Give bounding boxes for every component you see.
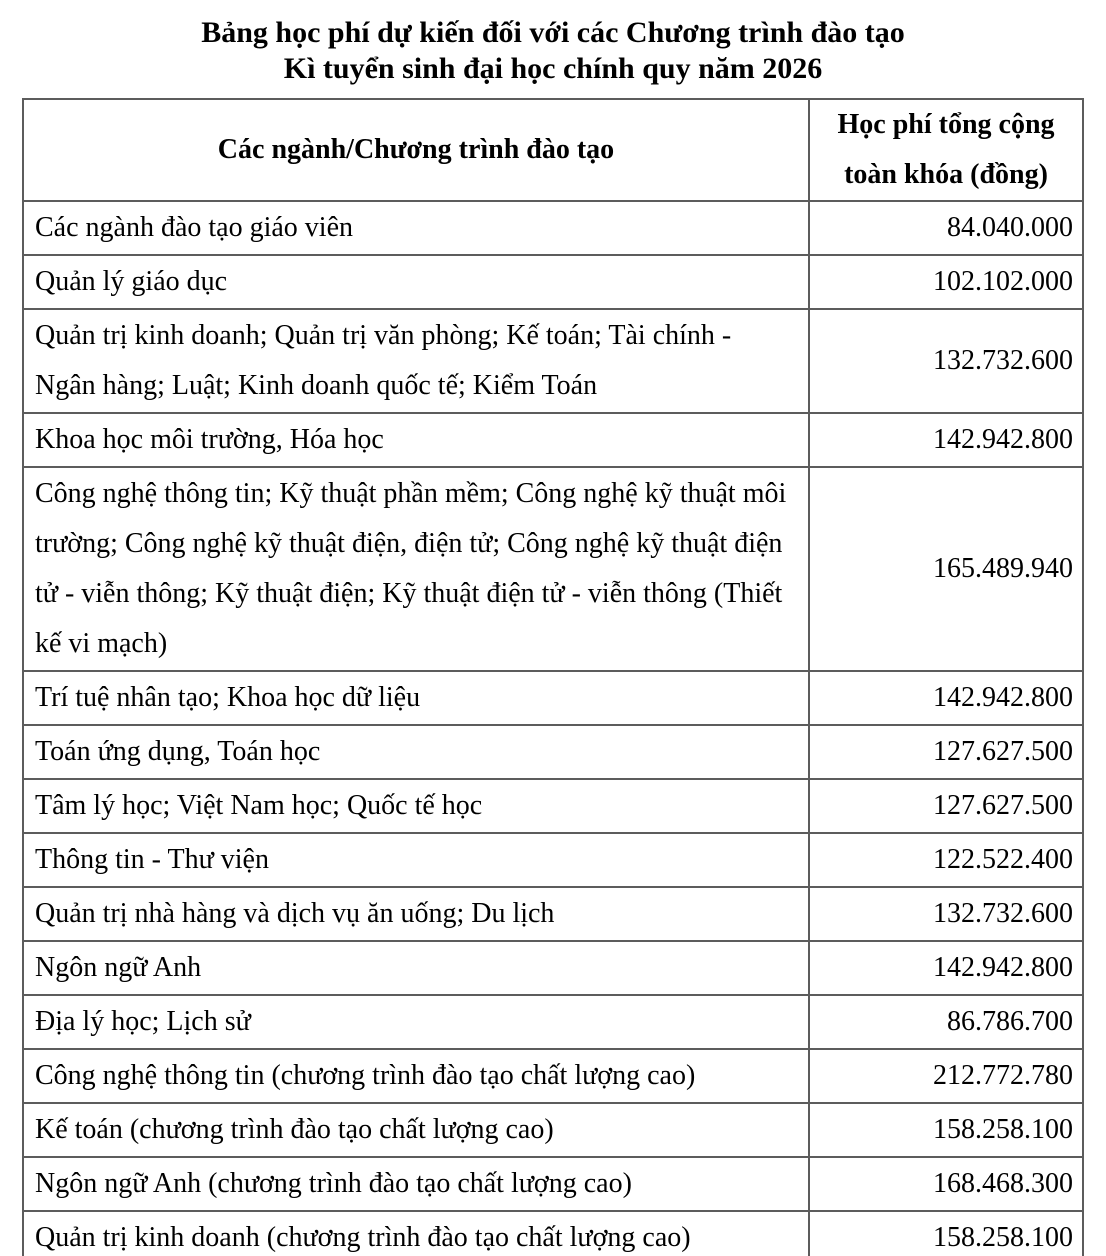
table-row <box>23 1157 1083 1211</box>
program-cell: Tâm lý học; Việt Nam học; Quốc tế học <box>23 779 809 833</box>
table-row <box>23 1103 1083 1157</box>
table-row <box>23 309 1083 413</box>
table-row <box>23 833 1083 887</box>
table-row <box>23 887 1083 941</box>
fee-cell: 158.258.100 <box>809 1103 1083 1157</box>
program-cell: Trí tuệ nhân tạo; Khoa học dữ liệu <box>23 671 809 725</box>
table-row <box>23 201 1083 255</box>
document-title-line-1: Bảng học phí dự kiến đối với các Chương trình đào tạo <box>201 16 905 49</box>
fee-cell: 127.627.500 <box>809 725 1083 779</box>
table-header-row <box>23 99 1083 201</box>
fee-cell: 127.627.500 <box>809 779 1083 833</box>
program-cell: Quản trị kinh doanh (chương trình đào tạo chất lượng cao) <box>23 1211 809 1256</box>
fee-cell: 212.772.780 <box>809 1049 1083 1103</box>
table-row <box>23 779 1083 833</box>
fee-cell: 86.786.700 <box>809 995 1083 1049</box>
program-cell: Quản trị nhà hàng và dịch vụ ăn uống; Du lịch <box>23 887 809 941</box>
program-cell: Công nghệ thông tin (chương trình đào tạo chất lượng cao) <box>23 1049 809 1103</box>
fee-cell: 102.102.000 <box>809 255 1083 309</box>
fee-cell: 142.942.800 <box>809 413 1083 467</box>
program-cell: Quản lý giáo dục <box>23 255 809 309</box>
program-cell: Địa lý học; Lịch sử <box>23 995 809 1049</box>
tuition-fee-table <box>22 98 1084 1256</box>
program-cell: Ngôn ngữ Anh (chương trình đào tạo chất lượng cao) <box>23 1157 809 1211</box>
fee-cell: 132.732.600 <box>809 887 1083 941</box>
fee-cell: 168.468.300 <box>809 1157 1083 1211</box>
fee-cell: 165.489.940 <box>809 467 1083 671</box>
program-cell: Ngôn ngữ Anh <box>23 941 809 995</box>
table-row <box>23 995 1083 1049</box>
document-title-line-2: Kì tuyển sinh đại học chính quy năm 2026 <box>283 52 823 85</box>
table-row <box>23 671 1083 725</box>
fee-cell: 158.258.100 <box>809 1211 1083 1256</box>
program-cell: Công nghệ thông tin; Kỹ thuật phần mềm; Công nghệ kỹ thuật môi trường; Công nghệ kỹ thuật điện, điện tử; Công nghệ kỹ thuật điện tử - viễn thông; Kỹ thuật điện; Kỹ thuật điện tử - viễn thông (Thiết kế vi mạch) <box>23 467 809 671</box>
fee-cell: 142.942.800 <box>809 941 1083 995</box>
table-row <box>23 467 1083 671</box>
program-cell: Các ngành đào tạo giáo viên <box>23 201 809 255</box>
table-row <box>23 413 1083 467</box>
column-header-program: Các ngành/Chương trình đào tạo <box>23 99 809 201</box>
table-row <box>23 725 1083 779</box>
column-header-fee: Học phí tổng cộng toàn khóa (đồng) <box>809 99 1083 201</box>
table-row <box>23 255 1083 309</box>
fee-cell: 84.040.000 <box>809 201 1083 255</box>
program-cell: Khoa học môi trường, Hóa học <box>23 413 809 467</box>
table-row <box>23 1211 1083 1256</box>
fee-cell: 122.522.400 <box>809 833 1083 887</box>
program-cell: Quản trị kinh doanh; Quản trị văn phòng; Kế toán; Tài chính - Ngân hàng; Luật; Kinh doanh quốc tế; Kiểm Toán <box>23 309 809 413</box>
document-title <box>0 15 1106 87</box>
fee-cell: 132.732.600 <box>809 309 1083 413</box>
program-cell: Thông tin - Thư viện <box>23 833 809 887</box>
program-cell: Kế toán (chương trình đào tạo chất lượng cao) <box>23 1103 809 1157</box>
fee-cell: 142.942.800 <box>809 671 1083 725</box>
table-row <box>23 941 1083 995</box>
program-cell: Toán ứng dụng, Toán học <box>23 725 809 779</box>
table-row <box>23 1049 1083 1103</box>
